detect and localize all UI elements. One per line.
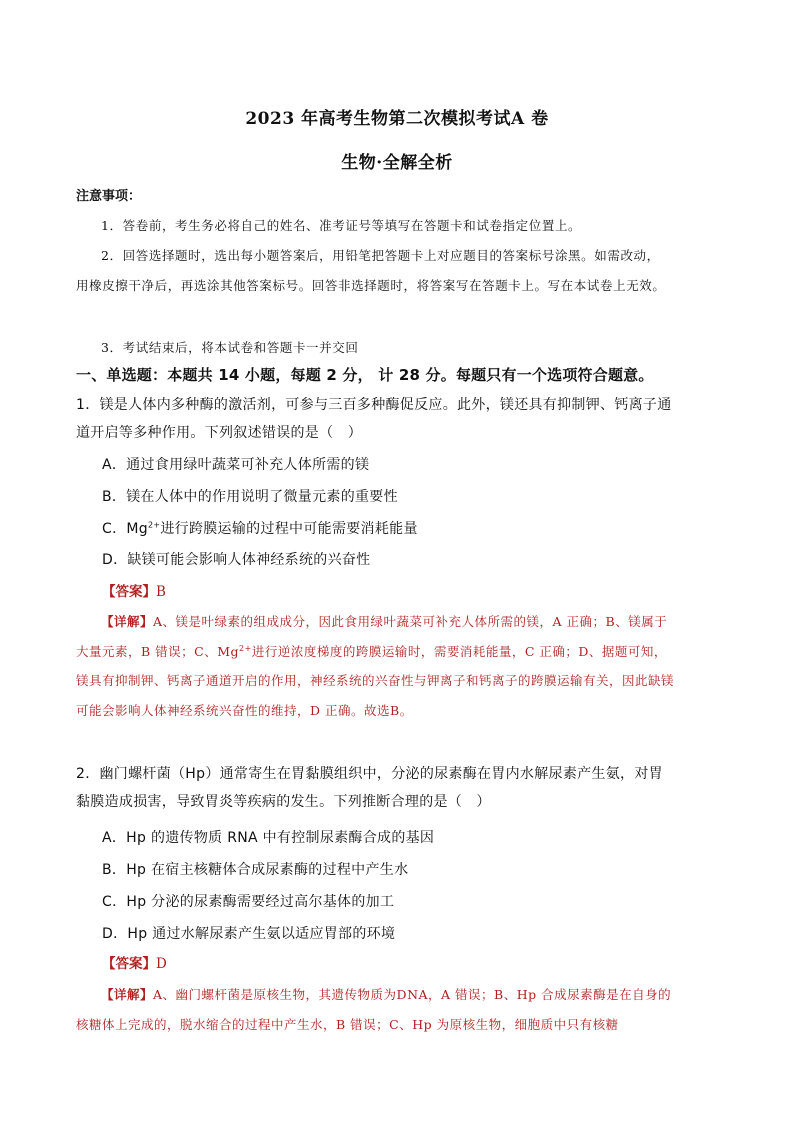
question-1-answer — [102, 582, 166, 602]
question-2-option-a: A．Hp 的遗传物质 RNA 中有控制尿素酶合成的基因 — [102, 830, 435, 846]
question-1-explain-pre: A、镁是叶绿素的组成成分，因此食用绿叶蔬菜可补充人体所需的镁，A 正确；B、镁属于大量元素，B 错误；C、Mg — [76, 614, 668, 659]
question-2-answer-label: 【答案】 — [102, 956, 156, 972]
question-1-stem: 1．镁是人体内多种酶的激活剂，可参与三百多种酶促反应。此外，镁还具有抑制钾、钙离子通道开启等多种作用。下列叙述错误的是（ ） — [76, 397, 672, 441]
question-1-explanation — [76, 607, 674, 725]
notice-item-3-text: 3．考试结束后，将本试卷和答题卡一并交回 — [101, 340, 359, 355]
question-2-explain-label: 【详解】 — [101, 987, 154, 1002]
question-1-explain-post: 进行逆浓度梯度的跨膜运输时，需要消耗能量，C 正确；D、据题可知，镁具有抑制钾、钙离子通道开启的作用，神经系统的兴奋性与钾离子和钙离子的跨膜运输有关，因此缺镁可能会影响人体神经系统兴奋性的维持，D 正确。故选B。 — [76, 643, 675, 718]
question-2-option-d: D．Hp 通过水解尿素产生氨以适应胃部的环境 — [102, 926, 396, 942]
question-1-explain-label: 【详解】 — [101, 614, 154, 629]
question-1-answer-label: 【答案】 — [102, 584, 156, 600]
question-1-explain-sup: 2+ — [239, 643, 252, 653]
question-1-option-c-post: 进行跨膜运输的过程中可能需要消耗能量 — [160, 521, 418, 537]
notice-item-3 — [76, 333, 666, 363]
question-1-option-a: A．通过食用绿叶蔬菜可补充人体所需的镁 — [102, 457, 370, 473]
notice-item-1 — [76, 211, 666, 241]
question-2-answer-value: D — [156, 956, 167, 972]
question-2-explain-text: A、幽门螺杆菌是原核生物，其遗传物质为DNA，A 错误；B、Hp 合成尿素酶是在自身的核糖体上完成的，脱水缩合的过程中产生水，B 错误；C、Hp 为原核生物，细胞质中只有核糖 — [76, 987, 672, 1032]
question-1-option-b: B．镁在人体中的作用说明了微量元素的重要性 — [102, 489, 398, 505]
notice-item-2 — [76, 241, 666, 301]
notice-item-2-text: 2．回答选择题时，选出每小题答案后，用铅笔把答题卡上对应题目的答案标号涂黑。如需改动，用橡皮擦干净后，再选涂其他答案标号。回答非选择题时，将答案写在答题卡上。写在本试卷上无效。 — [76, 248, 666, 293]
section-heading: 一、单选题：本题共 14 小题，每题 2 分， 计 28 分。每题只有一个选项符合题意。 — [76, 366, 654, 384]
notice-heading: 注意事项： — [76, 189, 142, 204]
question-1-option-c-pre: C．Mg — [102, 521, 148, 537]
question-2-explanation — [76, 980, 674, 1039]
question-1-answer-value: B — [156, 584, 166, 600]
question-2-answer — [102, 954, 167, 974]
question-2-option-c: C．Hp 分泌的尿素酶需要经过高尔基体的加工 — [102, 894, 395, 910]
page-subtitle: 生物·全解全析 — [341, 153, 453, 173]
question-2-option-b: B．Hp 在宿主核糖体合成尿素酶的过程中产生水 — [102, 862, 409, 878]
question-2-stem: 2．幽门螺杆菌（Hp）通常寄生在胃黏膜组织中，分泌的尿素酶在胃内水解尿素产生氨，对胃黏膜造成损害，导致胃炎等疾病的发生。下列推断合理的是（ ） — [76, 766, 663, 810]
page-title: 2023 年高考生物第二次模拟考试A 卷 — [245, 109, 549, 129]
question-1-option-c — [102, 519, 418, 539]
question-1-option-c-sup: 2+ — [147, 520, 161, 530]
notice-item-1-text: 1．答卷前，考生务必将自己的姓名、准考证号等填写在答题卡和试卷指定位置上。 — [101, 218, 582, 233]
question-1-option-d: D．缺镁可能会影响人体神经系统的兴奋性 — [102, 552, 371, 568]
